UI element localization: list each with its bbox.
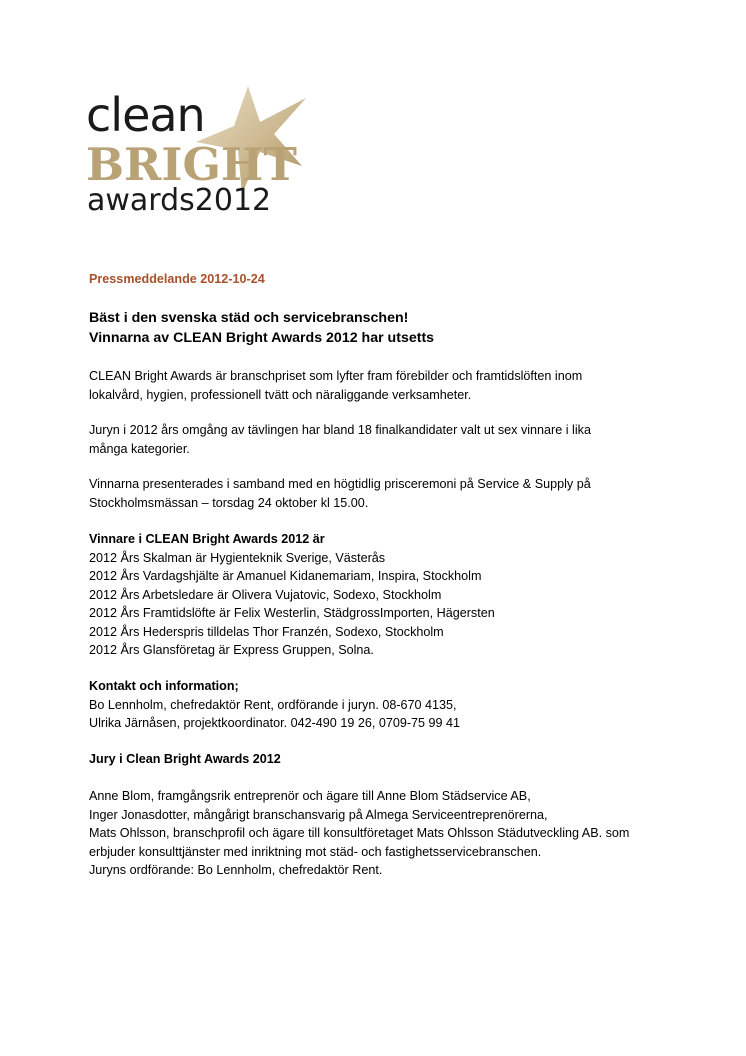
jury-line: erbjuder konsulttjänster med inriktning mot städ- och fastighetsservicebranschen. [89, 844, 542, 859]
headline-line-2: Vinnarna av CLEAN Bright Awards 2012 har utsetts [89, 330, 435, 346]
headline-line-1: Bäst i den svenska städ och servicebranschen! [89, 310, 409, 326]
contact-line: Bo Lennholm, chefredaktör Rent, ordförande i juryn. 08-670 4135, [89, 697, 457, 712]
winner-item: 2012 Års Hederspris tilldelas Thor Franzén, Sodexo, Stockholm [89, 624, 444, 639]
winner-item: 2012 Års Framtidslöfte är Felix Westerlin, StädgrossImporten, Hägersten [89, 606, 495, 620]
jury-line: Inger Jonasdotter, mångårigt branschansvarig på Almega Serviceentreprenörerna, [89, 807, 548, 822]
winners-section [89, 530, 689, 660]
logo-year-text: 2012 [194, 183, 272, 218]
contact-line: Ulrika Järnåsen, projektkoordinator. 042-490 19 26, 0709-75 99 41 [89, 716, 461, 730]
jury-line: Anne Blom, framgångsrik entreprenör och ägare till Anne Blom Städservice AB, [89, 789, 531, 803]
jury-selection-paragraph [89, 421, 689, 458]
paragraph-line: lokalvård, hygien, professionell tvätt och näraliggande verksamheter. [89, 387, 472, 402]
paragraph-line: Juryn i 2012 års omgång av tävlingen har bland 18 finalkandidater valt ut sex vinnare i lika [89, 423, 591, 437]
winner-item: 2012 Års Skalman är Hygienteknik Sverige, Västerås [89, 550, 386, 565]
contact-heading: Kontakt och information; [89, 679, 239, 693]
logo-word-awards [87, 185, 271, 217]
logo-word-bright: BRIGHT [86, 138, 297, 191]
ceremony-paragraph [89, 475, 689, 512]
winner-item: 2012 Års Arbetsledare är Olivera Vujatovic, Sodexo, Stockholm [89, 587, 442, 602]
jury-section [89, 787, 689, 880]
contact-section [89, 677, 689, 733]
logo-word-clean: clean [86, 88, 205, 142]
paragraph-line: många kategorier. [89, 441, 190, 456]
paragraph-line: Vinnarna presenterades i samband med en högtidlig prisceremoni på Service & Supply på [89, 477, 591, 491]
winner-item: 2012 Års Glansföretag är Express Gruppen, Solna. [89, 643, 374, 657]
jury-heading: Jury i Clean Bright Awards 2012 [89, 752, 281, 766]
intro-paragraph [89, 367, 689, 404]
jury-line: Mats Ohlsson, branschprofil och ägare till konsultföretaget Mats Ohlsson Städutveckling AB. som [89, 826, 630, 840]
paragraph-line: Stockholmsmässan – torsdag 24 oktober kl 15.00. [89, 495, 369, 510]
logo-awards-text: awards [87, 183, 195, 218]
paragraph-line: CLEAN Bright Awards är branschpriset som lyfter fram förebilder och framtidslöften inom [89, 369, 583, 383]
winner-item: 2012 Års Vardagshjälte är Amanuel Kidanemariam, Inspira, Stockholm [89, 569, 482, 583]
jury-line: Juryns ordförande: Bo Lennholm, chefredaktör Rent. [89, 863, 383, 877]
press-release-dateline: Pressmeddelande 2012-10-24 [89, 272, 265, 286]
winners-heading: Vinnare i CLEAN Bright Awards 2012 är [89, 532, 325, 546]
clean-bright-awards-logo [86, 86, 310, 220]
headline [89, 308, 689, 348]
